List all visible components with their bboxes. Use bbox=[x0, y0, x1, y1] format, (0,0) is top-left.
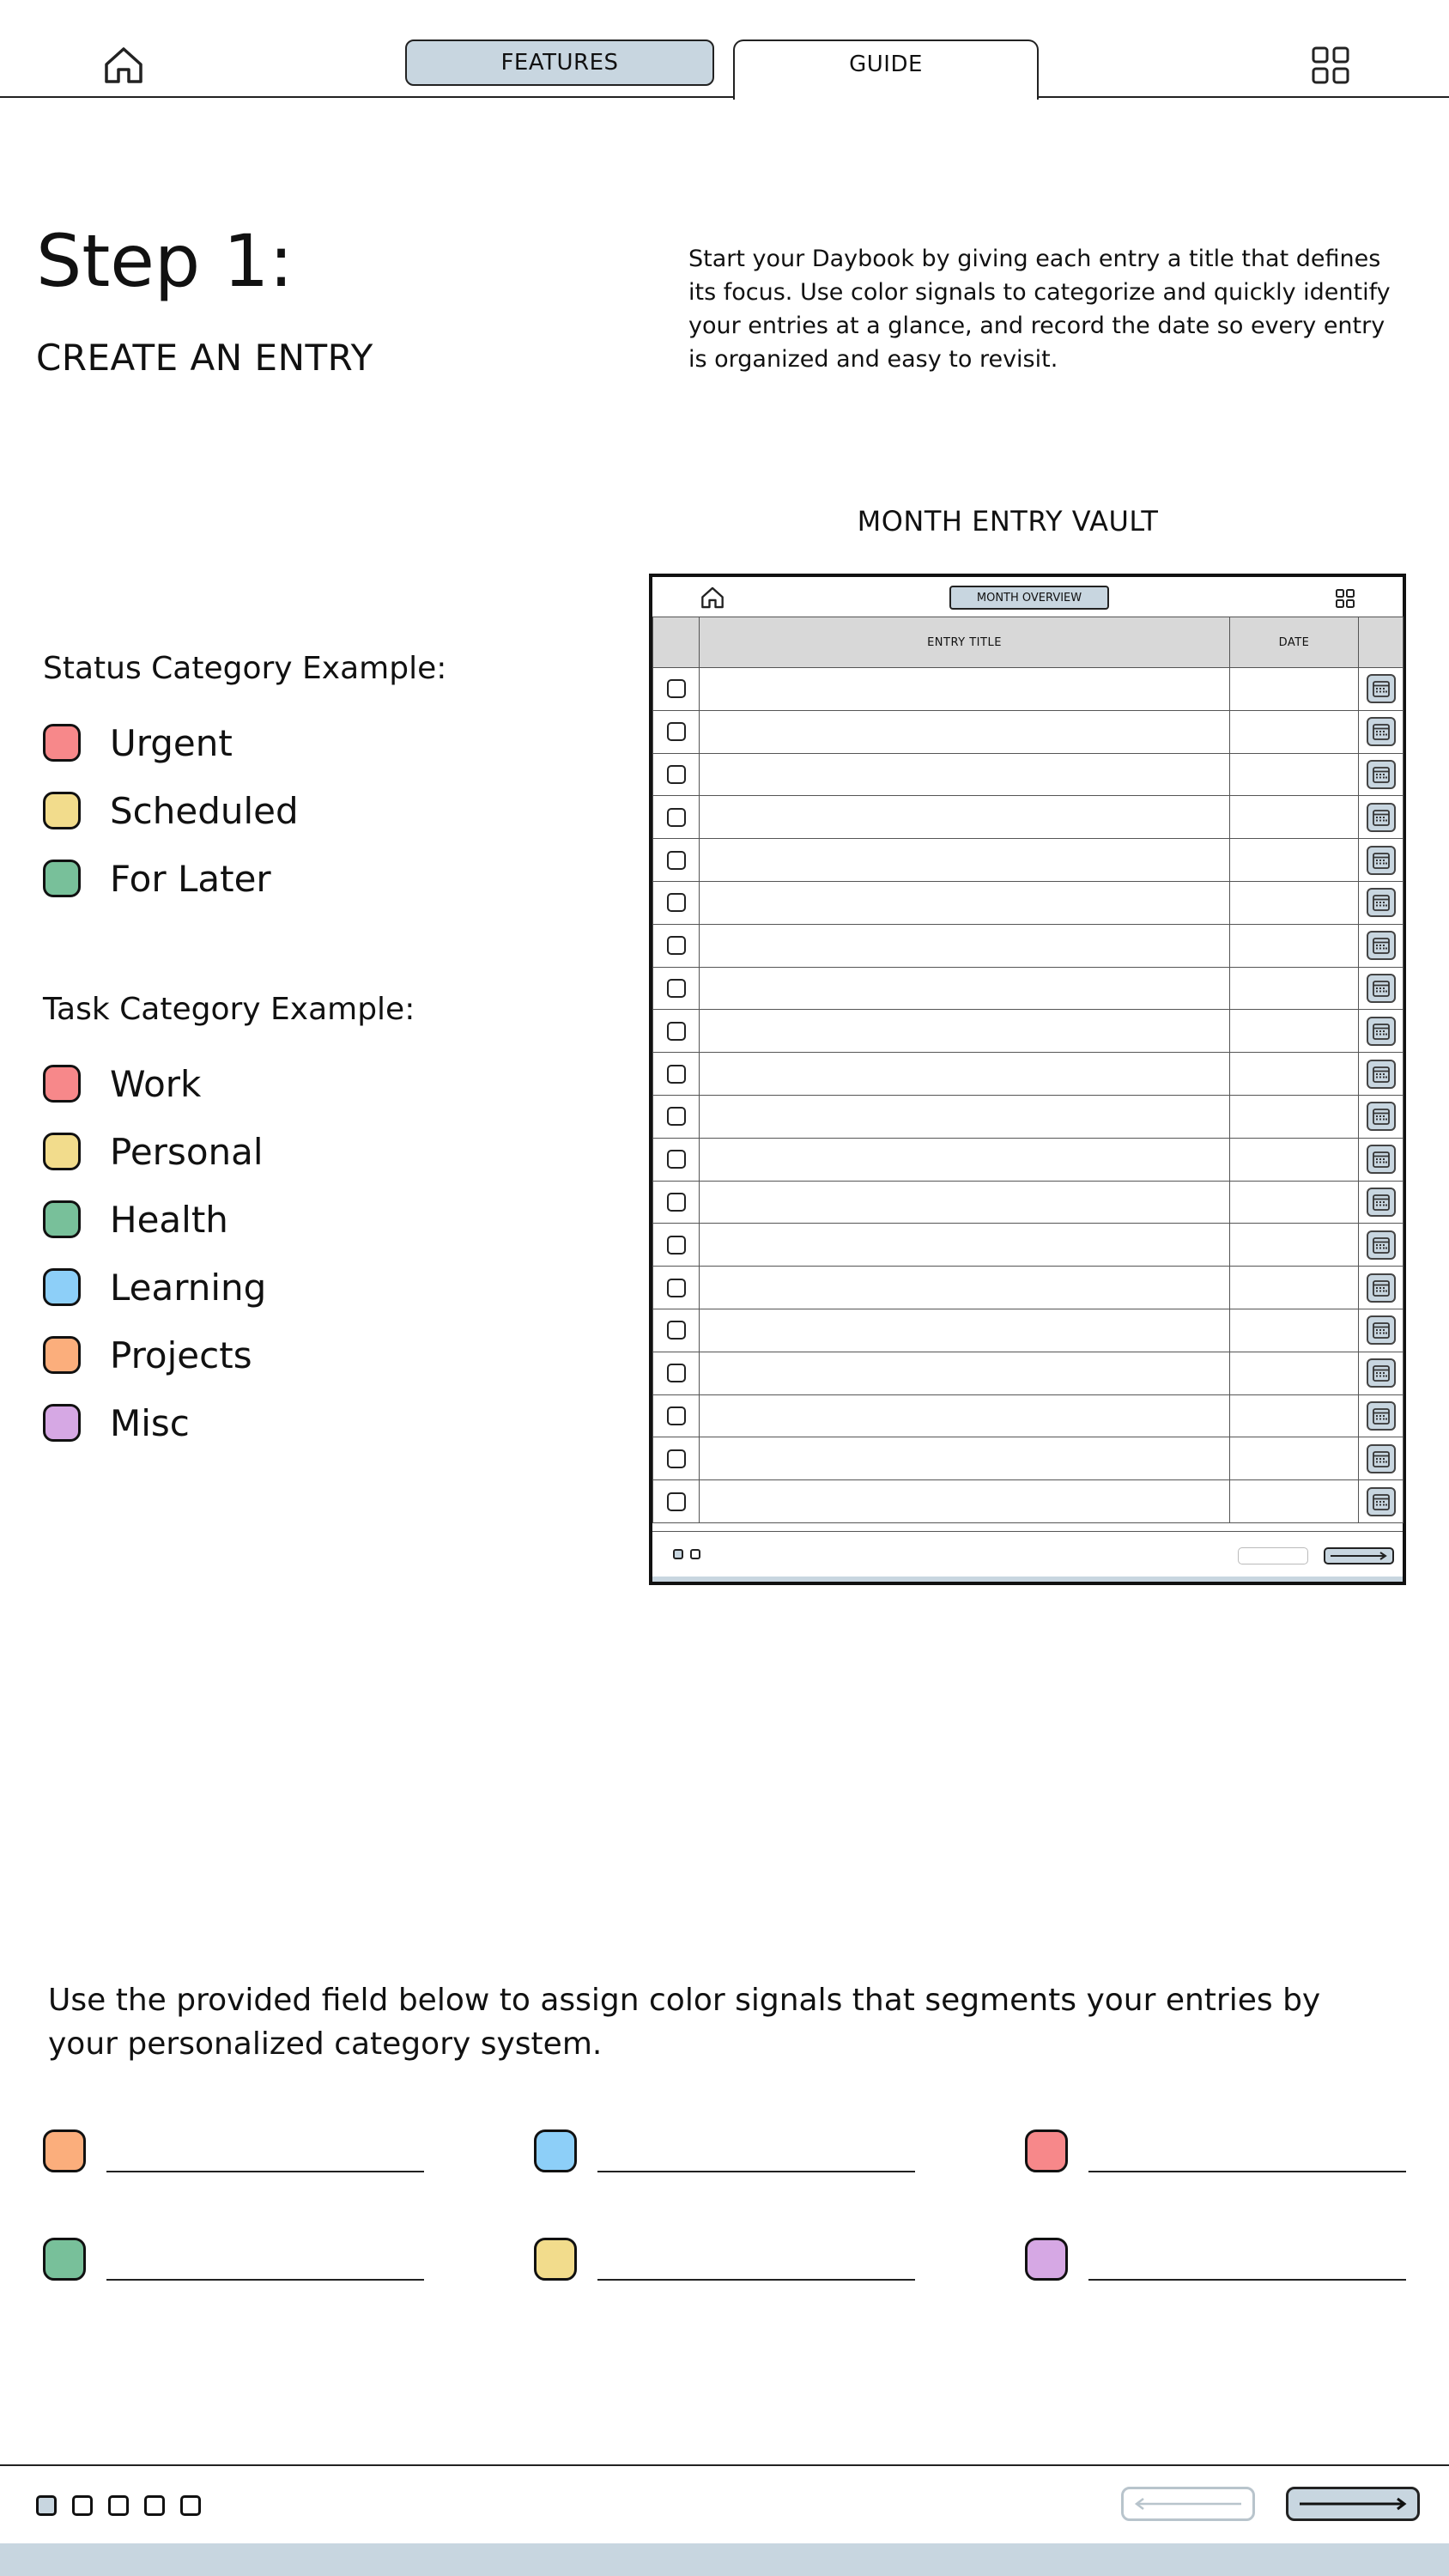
calendar-cell bbox=[1359, 1394, 1404, 1437]
calendar-cell bbox=[1359, 1309, 1404, 1352]
vault-footer-strip bbox=[652, 1577, 1403, 1582]
assign-instructions: Use the provided field below to assign color signals that segments your entries by your personalized category system. bbox=[48, 1983, 1321, 2062]
assign-line bbox=[106, 2279, 424, 2281]
table-row bbox=[653, 1053, 1404, 1096]
date-cell[interactable] bbox=[1230, 924, 1359, 967]
calendar-cell bbox=[1359, 881, 1404, 924]
calendar-cell bbox=[1359, 1053, 1404, 1096]
color-swatch bbox=[43, 1404, 81, 1442]
tab-features[interactable] bbox=[405, 39, 714, 86]
calendar-button[interactable] bbox=[1367, 1444, 1396, 1473]
entry-title-cell[interactable] bbox=[700, 1224, 1230, 1267]
date-cell[interactable] bbox=[1230, 1181, 1359, 1224]
legend-label: For Later bbox=[110, 857, 271, 900]
calendar-button[interactable] bbox=[1367, 1060, 1396, 1089]
color-swatch bbox=[43, 792, 81, 829]
date-cell[interactable] bbox=[1230, 1053, 1359, 1096]
row-checkbox-cell bbox=[653, 1053, 700, 1096]
row-checkbox[interactable] bbox=[667, 1321, 686, 1340]
arrow-right-icon bbox=[1325, 1549, 1392, 1563]
color-swatch bbox=[43, 1065, 81, 1103]
row-checkbox[interactable] bbox=[667, 1236, 686, 1255]
tab-guide[interactable] bbox=[733, 39, 1039, 100]
date-cell[interactable] bbox=[1230, 1267, 1359, 1309]
legend-label: Misc bbox=[110, 1401, 190, 1444]
entry-title-cell[interactable] bbox=[700, 1138, 1230, 1181]
home-icon[interactable] bbox=[700, 586, 724, 610]
column-header-date: DATE bbox=[1230, 617, 1359, 668]
calendar-button[interactable] bbox=[1367, 974, 1396, 1003]
calendar-button[interactable] bbox=[1367, 1188, 1396, 1217]
legend-label: Health bbox=[110, 1198, 228, 1241]
page-indicator[interactable] bbox=[690, 1549, 700, 1559]
footer-strip bbox=[0, 2543, 1449, 2576]
calendar-cell bbox=[1359, 1480, 1404, 1523]
calendar-icon bbox=[1372, 1364, 1391, 1382]
date-cell[interactable] bbox=[1230, 753, 1359, 796]
page-indicator[interactable] bbox=[180, 2495, 201, 2516]
calendar-cell bbox=[1359, 710, 1404, 753]
row-checkbox[interactable] bbox=[667, 679, 686, 698]
table-row bbox=[653, 753, 1404, 796]
row-checkbox[interactable] bbox=[667, 1150, 686, 1169]
calendar-cell bbox=[1359, 1352, 1404, 1394]
calendar-button[interactable] bbox=[1367, 1102, 1396, 1131]
calendar-icon bbox=[1372, 1321, 1391, 1340]
row-checkbox[interactable] bbox=[667, 722, 686, 741]
table-row bbox=[653, 1394, 1404, 1437]
table-row bbox=[653, 1437, 1404, 1480]
nav-divider-right bbox=[1037, 96, 1449, 98]
entry-title-cell[interactable] bbox=[700, 924, 1230, 967]
legend-label: Personal bbox=[110, 1130, 264, 1173]
legend-label: Learning bbox=[110, 1266, 267, 1309]
category-assign-field[interactable] bbox=[1025, 2128, 1406, 2172]
entry-title-cell[interactable] bbox=[700, 1437, 1230, 1480]
row-checkbox-cell bbox=[653, 1309, 700, 1352]
calendar-icon bbox=[1372, 1107, 1391, 1126]
row-checkbox[interactable] bbox=[667, 1406, 686, 1425]
table-row bbox=[653, 710, 1404, 753]
footer-divider bbox=[0, 2464, 1449, 2466]
entry-title-cell[interactable] bbox=[700, 1394, 1230, 1437]
row-checkbox[interactable] bbox=[667, 851, 686, 870]
row-checkbox-cell bbox=[653, 710, 700, 753]
color-swatch bbox=[43, 1133, 81, 1170]
next-page-button[interactable] bbox=[1324, 1547, 1394, 1564]
calendar-cell bbox=[1359, 839, 1404, 882]
calendar-icon bbox=[1372, 1236, 1391, 1255]
legend-label: Work bbox=[110, 1062, 202, 1105]
date-cell[interactable] bbox=[1230, 1309, 1359, 1352]
calendar-icon bbox=[1372, 1193, 1391, 1212]
color-swatch bbox=[43, 1336, 81, 1374]
legend-label: Scheduled bbox=[110, 789, 299, 832]
calendar-icon bbox=[1372, 936, 1391, 955]
task-legend-item bbox=[43, 1334, 252, 1376]
entry-title-cell[interactable] bbox=[700, 881, 1230, 924]
table-row bbox=[653, 1010, 1404, 1053]
row-checkbox[interactable] bbox=[667, 893, 686, 912]
prev-page-button[interactable] bbox=[1238, 1547, 1308, 1564]
status-legend-item bbox=[43, 721, 233, 764]
calendar-button[interactable] bbox=[1367, 888, 1396, 917]
row-checkbox-cell bbox=[653, 839, 700, 882]
color-swatch bbox=[1025, 2238, 1068, 2281]
status-legend-item bbox=[43, 789, 299, 832]
entry-title-cell[interactable] bbox=[700, 1267, 1230, 1309]
row-checkbox-cell bbox=[653, 967, 700, 1010]
task-legend-item bbox=[43, 1130, 264, 1173]
table-row bbox=[653, 924, 1404, 967]
calendar-icon bbox=[1372, 1449, 1391, 1468]
table-row bbox=[653, 967, 1404, 1010]
color-swatch bbox=[1025, 2129, 1068, 2172]
assign-line bbox=[597, 2279, 915, 2281]
entry-title-cell[interactable] bbox=[700, 1010, 1230, 1053]
table-row bbox=[653, 1352, 1404, 1394]
entry-title-cell[interactable] bbox=[700, 839, 1230, 882]
row-checkbox[interactable] bbox=[667, 1065, 686, 1084]
table-header-row bbox=[653, 617, 1404, 668]
row-checkbox[interactable] bbox=[667, 936, 686, 955]
category-assign-field[interactable] bbox=[43, 2128, 424, 2172]
calendar-icon bbox=[1372, 1279, 1391, 1297]
row-checkbox-cell bbox=[653, 1437, 700, 1480]
category-assign-field[interactable] bbox=[534, 2128, 915, 2172]
column-header-calendar bbox=[1359, 617, 1404, 668]
row-checkbox-cell bbox=[653, 924, 700, 967]
calendar-cell bbox=[1359, 753, 1404, 796]
calendar-icon bbox=[1372, 765, 1391, 784]
row-checkbox[interactable] bbox=[667, 808, 686, 827]
color-swatch bbox=[534, 2129, 577, 2172]
calendar-button[interactable] bbox=[1367, 1358, 1396, 1388]
task-legend-item bbox=[43, 1266, 266, 1309]
date-cell[interactable] bbox=[1230, 881, 1359, 924]
calendar-cell bbox=[1359, 796, 1404, 839]
row-checkbox-cell bbox=[653, 1394, 700, 1437]
table-row bbox=[653, 1267, 1404, 1309]
row-checkbox-cell bbox=[653, 1352, 700, 1394]
color-swatch bbox=[43, 860, 81, 897]
row-checkbox[interactable] bbox=[667, 1022, 686, 1041]
assign-line bbox=[597, 2171, 915, 2172]
entry-title-cell[interactable] bbox=[700, 967, 1230, 1010]
nav-divider-left bbox=[0, 96, 735, 98]
status-legend-heading: Status Category Example: bbox=[43, 651, 447, 686]
table-row bbox=[653, 839, 1404, 882]
intro-text: Start your Daybook by giving each entry a title that defines its focus. Use color signals to categorize and quickly identify your entries at a glance, and record the date so every entry is organized and easy to revisit. bbox=[688, 246, 1391, 373]
row-checkbox-cell bbox=[653, 1138, 700, 1181]
row-checkbox-cell bbox=[653, 1224, 700, 1267]
vault-header bbox=[652, 577, 1403, 617]
calendar-button[interactable] bbox=[1367, 1487, 1396, 1516]
vault-footer bbox=[652, 1531, 1403, 1582]
tab-month-overview[interactable] bbox=[949, 586, 1109, 610]
calendar-cell bbox=[1359, 1138, 1404, 1181]
row-checkbox[interactable] bbox=[667, 1279, 686, 1297]
date-cell[interactable] bbox=[1230, 1224, 1359, 1267]
grid-icon bbox=[1312, 46, 1349, 84]
date-cell[interactable] bbox=[1230, 1138, 1359, 1181]
calendar-cell bbox=[1359, 1010, 1404, 1053]
calendar-cell bbox=[1359, 1267, 1404, 1309]
vault-preview bbox=[649, 574, 1406, 1585]
vault-title: MONTH ENTRY VAULT bbox=[857, 505, 1159, 538]
entry-title-cell[interactable] bbox=[700, 1309, 1230, 1352]
date-cell[interactable] bbox=[1230, 710, 1359, 753]
category-assign-field[interactable] bbox=[43, 2236, 424, 2281]
assign-line bbox=[1088, 2279, 1406, 2281]
row-checkbox-cell bbox=[653, 1181, 700, 1224]
color-swatch bbox=[43, 2238, 86, 2281]
calendar-button[interactable] bbox=[1367, 931, 1396, 960]
calendar-icon bbox=[1372, 1492, 1391, 1511]
category-assign-field[interactable] bbox=[534, 2236, 915, 2281]
calendar-cell bbox=[1359, 1181, 1404, 1224]
table-row bbox=[653, 1181, 1404, 1224]
table-row bbox=[653, 1480, 1404, 1523]
date-cell[interactable] bbox=[1230, 1394, 1359, 1437]
calendar-button[interactable] bbox=[1367, 1230, 1396, 1260]
arrow-right-icon bbox=[1293, 2495, 1413, 2512]
row-checkbox[interactable] bbox=[667, 1364, 686, 1382]
date-cell[interactable] bbox=[1230, 1437, 1359, 1480]
color-swatch bbox=[534, 2238, 577, 2281]
task-legend-item bbox=[43, 1062, 201, 1105]
row-checkbox-cell bbox=[653, 1480, 700, 1523]
table-row bbox=[653, 1095, 1404, 1138]
color-swatch bbox=[43, 1200, 81, 1238]
date-cell[interactable] bbox=[1230, 796, 1359, 839]
step-title: Step 1: bbox=[36, 219, 294, 303]
table-row bbox=[653, 796, 1404, 839]
date-cell[interactable] bbox=[1230, 668, 1359, 711]
calendar-button[interactable] bbox=[1367, 1401, 1396, 1431]
assign-line bbox=[106, 2171, 424, 2172]
calendar-button[interactable] bbox=[1367, 674, 1396, 703]
date-cell[interactable] bbox=[1230, 839, 1359, 882]
calendar-button[interactable] bbox=[1367, 1017, 1396, 1046]
color-swatch bbox=[43, 2129, 86, 2172]
date-cell[interactable] bbox=[1230, 1480, 1359, 1523]
date-cell[interactable] bbox=[1230, 1010, 1359, 1053]
column-header-check bbox=[653, 617, 700, 668]
row-checkbox-cell bbox=[653, 881, 700, 924]
calendar-cell bbox=[1359, 1224, 1404, 1267]
calendar-cell bbox=[1359, 924, 1404, 967]
row-checkbox-cell bbox=[653, 1095, 700, 1138]
date-cell[interactable] bbox=[1230, 967, 1359, 1010]
entry-title-cell[interactable] bbox=[700, 796, 1230, 839]
next-page-button[interactable] bbox=[1286, 2487, 1420, 2521]
task-legend-item bbox=[43, 1401, 190, 1444]
arrow-left-icon bbox=[1128, 2495, 1248, 2512]
status-legend-item bbox=[43, 857, 271, 900]
calendar-cell bbox=[1359, 1095, 1404, 1138]
row-checkbox[interactable] bbox=[667, 979, 686, 998]
calendar-button[interactable] bbox=[1367, 1273, 1396, 1303]
color-swatch bbox=[43, 1268, 81, 1306]
row-checkbox[interactable] bbox=[667, 765, 686, 784]
page-indicator[interactable] bbox=[673, 1549, 683, 1559]
calendar-icon bbox=[1372, 1065, 1391, 1084]
row-checkbox-cell bbox=[653, 668, 700, 711]
legend-label: Projects bbox=[110, 1334, 252, 1376]
row-checkbox-cell bbox=[653, 1267, 700, 1309]
calendar-cell bbox=[1359, 967, 1404, 1010]
calendar-cell bbox=[1359, 668, 1404, 711]
calendar-icon bbox=[1372, 1022, 1391, 1041]
entry-table bbox=[652, 617, 1404, 1523]
page-indicator[interactable] bbox=[72, 2495, 93, 2516]
grid-menu-button[interactable] bbox=[1305, 39, 1356, 91]
task-legend-item bbox=[43, 1198, 228, 1241]
step-subtitle: CREATE AN ENTRY bbox=[36, 337, 373, 379]
table-row bbox=[653, 1224, 1404, 1267]
calendar-icon bbox=[1372, 1406, 1391, 1425]
page-indicator[interactable] bbox=[144, 2495, 165, 2516]
calendar-icon bbox=[1372, 851, 1391, 870]
date-cell[interactable] bbox=[1230, 1095, 1359, 1138]
assign-line bbox=[1088, 2171, 1406, 2172]
entry-title-cell[interactable] bbox=[700, 1352, 1230, 1394]
home-icon bbox=[103, 46, 144, 85]
calendar-button[interactable] bbox=[1367, 803, 1396, 832]
calendar-button[interactable] bbox=[1367, 1315, 1396, 1345]
entry-title-cell[interactable] bbox=[700, 668, 1230, 711]
calendar-icon bbox=[1372, 979, 1391, 998]
column-header-entry-title: ENTRY TITLE bbox=[700, 617, 1230, 668]
top-navigation bbox=[0, 0, 1449, 100]
entry-title-cell[interactable] bbox=[700, 1181, 1230, 1224]
entry-title-cell[interactable] bbox=[700, 710, 1230, 753]
row-checkbox[interactable] bbox=[667, 1107, 686, 1126]
table-row bbox=[653, 668, 1404, 711]
table-row bbox=[653, 1138, 1404, 1181]
row-checkbox-cell bbox=[653, 796, 700, 839]
calendar-icon bbox=[1372, 722, 1391, 741]
color-swatch bbox=[43, 724, 81, 762]
entry-title-cell[interactable] bbox=[700, 753, 1230, 796]
entry-table-body bbox=[653, 668, 1404, 1523]
table-row bbox=[653, 881, 1404, 924]
calendar-icon bbox=[1372, 679, 1391, 698]
calendar-button[interactable] bbox=[1367, 717, 1396, 746]
page-indicator[interactable] bbox=[36, 2495, 57, 2516]
row-checkbox-cell bbox=[653, 1010, 700, 1053]
entry-title-cell[interactable] bbox=[700, 1480, 1230, 1523]
page-indicator[interactable] bbox=[108, 2495, 129, 2516]
calendar-button[interactable] bbox=[1367, 846, 1396, 875]
home-button[interactable] bbox=[96, 39, 151, 91]
table-row bbox=[653, 1309, 1404, 1352]
calendar-cell bbox=[1359, 1437, 1404, 1480]
calendar-button[interactable] bbox=[1367, 760, 1396, 789]
prev-page-button[interactable] bbox=[1121, 2487, 1255, 2521]
tab-features-label: FEATURES bbox=[500, 50, 619, 76]
row-checkbox[interactable] bbox=[667, 1449, 686, 1468]
entry-title-cell[interactable] bbox=[700, 1095, 1230, 1138]
calendar-icon bbox=[1372, 808, 1391, 827]
legend-label: Urgent bbox=[110, 721, 233, 764]
tab-month-overview-label: MONTH OVERVIEW bbox=[976, 591, 1082, 605]
grid-icon[interactable] bbox=[1336, 589, 1355, 608]
date-cell[interactable] bbox=[1230, 1352, 1359, 1394]
entry-title-cell[interactable] bbox=[700, 1053, 1230, 1096]
row-checkbox-cell bbox=[653, 753, 700, 796]
category-assign-field[interactable] bbox=[1025, 2236, 1406, 2281]
calendar-icon bbox=[1372, 893, 1391, 912]
row-checkbox[interactable] bbox=[667, 1492, 686, 1511]
row-checkbox[interactable] bbox=[667, 1193, 686, 1212]
tab-guide-label: GUIDE bbox=[849, 52, 923, 77]
calendar-icon bbox=[1372, 1150, 1391, 1169]
calendar-button[interactable] bbox=[1367, 1145, 1396, 1174]
task-legend-heading: Task Category Example: bbox=[43, 992, 415, 1027]
